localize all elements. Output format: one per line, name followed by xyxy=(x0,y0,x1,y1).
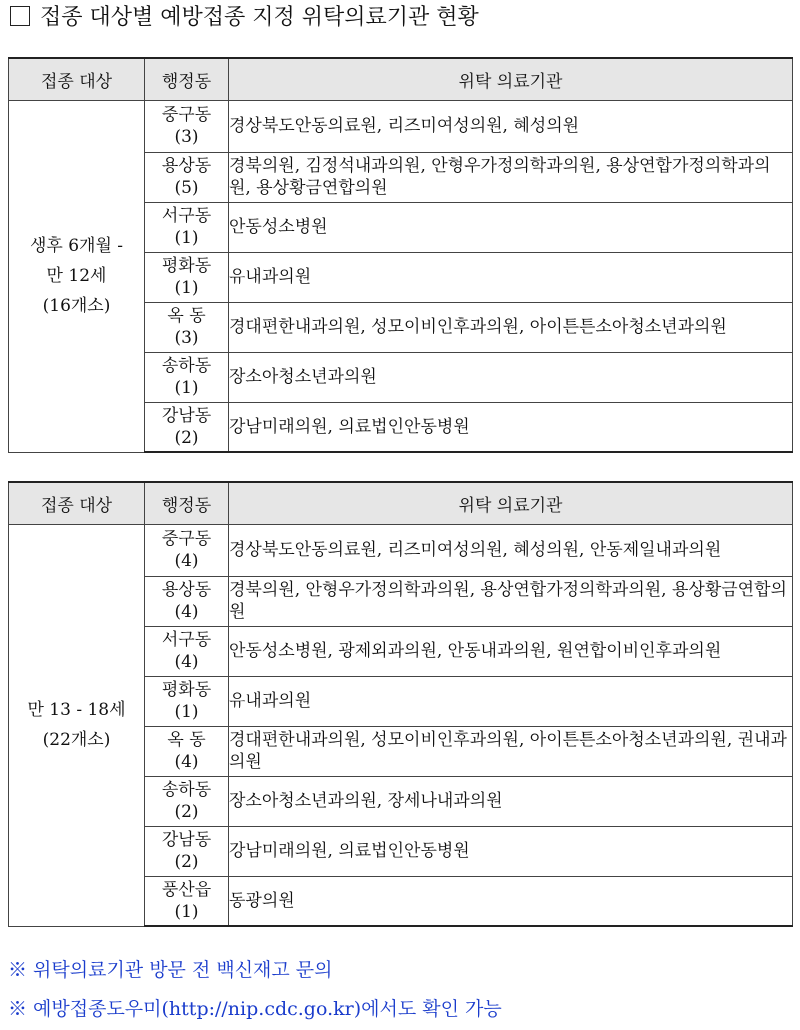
institution-table-teen xyxy=(8,481,793,927)
header-dong: 행정동 xyxy=(145,58,229,100)
target-count: (16개소) xyxy=(42,296,111,316)
dong-cell xyxy=(145,252,229,302)
dong-name: 평화동 xyxy=(161,256,212,276)
dong-cell xyxy=(145,524,229,576)
note-vaccine-stock: ※ 위탁의료기관 방문 전 백신재고 문의 xyxy=(8,959,333,981)
dong-name: 서구동 xyxy=(161,206,212,226)
dong-cell xyxy=(145,826,229,876)
dong-cell xyxy=(145,776,229,826)
note-website-link[interactable]: ※ 예방접종도우미(http://nip.cdc.go.kr)에서도 확인 가능 xyxy=(8,998,502,1020)
institution-cell: 유내과의원 xyxy=(229,676,793,726)
page-title xyxy=(10,4,479,32)
institution-cell: 경북의원, 김정석내과의원, 안형우가정의학과의원, 용상연합가정의학과의원, 용상황금연합의원 xyxy=(229,152,793,202)
dong-cell xyxy=(145,726,229,776)
dong-cell xyxy=(145,302,229,352)
dong-name: 용상동 xyxy=(161,580,212,600)
target-count: (22개소) xyxy=(42,730,111,750)
institution-cell: 안동성소병원, 광제외과의원, 안동내과의원, 원연합이비인후과의원 xyxy=(229,626,793,676)
institution-cell: 경상북도안동의료원, 리즈미여성의원, 혜성의원, 안동제일내과의원 xyxy=(229,524,793,576)
dong-count: (4) xyxy=(174,652,199,672)
table-row xyxy=(9,524,793,576)
institution-cell: 안동성소병원 xyxy=(229,202,793,252)
dong-count: (3) xyxy=(174,127,199,147)
institution-cell: 강남미래의원, 의료법인안동병원 xyxy=(229,826,793,876)
dong-name: 강남동 xyxy=(161,830,212,850)
dong-count: (1) xyxy=(174,228,199,248)
dong-name: 옥 동 xyxy=(167,730,206,750)
institution-cell: 동광의원 xyxy=(229,876,793,926)
dong-name: 옥 동 xyxy=(167,306,206,326)
dong-name: 송하동 xyxy=(161,780,212,800)
dong-cell xyxy=(145,202,229,252)
dong-name: 강남동 xyxy=(161,405,212,426)
target-age-line: 만 12세 xyxy=(46,266,107,286)
dong-count: (2) xyxy=(174,852,199,872)
dong-cell xyxy=(145,576,229,626)
dong-count: (4) xyxy=(174,602,199,622)
dong-count: (4) xyxy=(174,551,199,571)
table-row xyxy=(9,100,793,152)
dong-name: 풍산읍 xyxy=(161,879,212,900)
dong-count: (1) xyxy=(174,278,199,298)
dong-name: 중구동 xyxy=(161,105,212,125)
institution-cell: 유내과의원 xyxy=(229,252,793,302)
dong-name: 중구동 xyxy=(161,529,212,549)
institution-cell: 강남미래의원, 의료법인안동병원 xyxy=(229,402,793,452)
checkbox-square-icon xyxy=(10,6,30,26)
target-age-line: 만 13 - 18세 xyxy=(27,700,126,720)
table-header-row xyxy=(9,58,793,100)
header-target: 접종 대상 xyxy=(9,482,145,524)
dong-cell xyxy=(145,152,229,202)
dong-count: (4) xyxy=(174,752,199,772)
header-target: 접종 대상 xyxy=(9,58,145,100)
target-age-line: 생후 6개월 - xyxy=(29,236,124,256)
title-text: 접종 대상별 예방접종 지정 위탁의료기관 현황 xyxy=(40,5,479,30)
dong-cell xyxy=(145,626,229,676)
dong-cell xyxy=(145,352,229,402)
institution-cell: 경대편한내과의원, 성모이비인후과의원, 아이튼튼소아청소년과의원 xyxy=(229,302,793,352)
header-institution: 위탁 의료기관 xyxy=(229,482,793,524)
institution-cell: 경상북도안동의료원, 리즈미여성의원, 혜성의원 xyxy=(229,100,793,152)
dong-count: (3) xyxy=(174,328,199,348)
table-header-row xyxy=(9,482,793,524)
target-age-cell xyxy=(9,524,145,926)
dong-count: (5) xyxy=(174,178,199,198)
dong-name: 송하동 xyxy=(161,356,212,376)
dong-cell xyxy=(145,676,229,726)
institution-cell: 경대편한내과의원, 성모이비인후과의원, 아이튼튼소아청소년과의원, 권내과의원 xyxy=(229,726,793,776)
dong-count: (1) xyxy=(174,378,199,398)
dong-name: 용상동 xyxy=(161,156,212,176)
dong-cell xyxy=(145,100,229,152)
institution-cell: 장소아청소년과의원 xyxy=(229,352,793,402)
dong-cell xyxy=(145,876,229,926)
institution-cell: 경북의원, 안형우가정의학과의원, 용상연합가정의학과의원, 용상황금연합의원 xyxy=(229,576,793,626)
dong-name: 평화동 xyxy=(161,680,212,700)
dong-count: (2) xyxy=(174,427,199,448)
header-institution: 위탁 의료기관 xyxy=(229,58,793,100)
institution-cell: 장소아청소년과의원, 장세나내과의원 xyxy=(229,776,793,826)
dong-count: (1) xyxy=(174,702,199,722)
header-dong: 행정동 xyxy=(145,482,229,524)
target-age-cell xyxy=(9,100,145,452)
dong-cell xyxy=(145,402,229,452)
institution-table-infant xyxy=(8,57,793,453)
dong-count: (1) xyxy=(174,901,199,922)
dong-count: (2) xyxy=(174,802,199,822)
dong-name: 서구동 xyxy=(161,630,212,650)
